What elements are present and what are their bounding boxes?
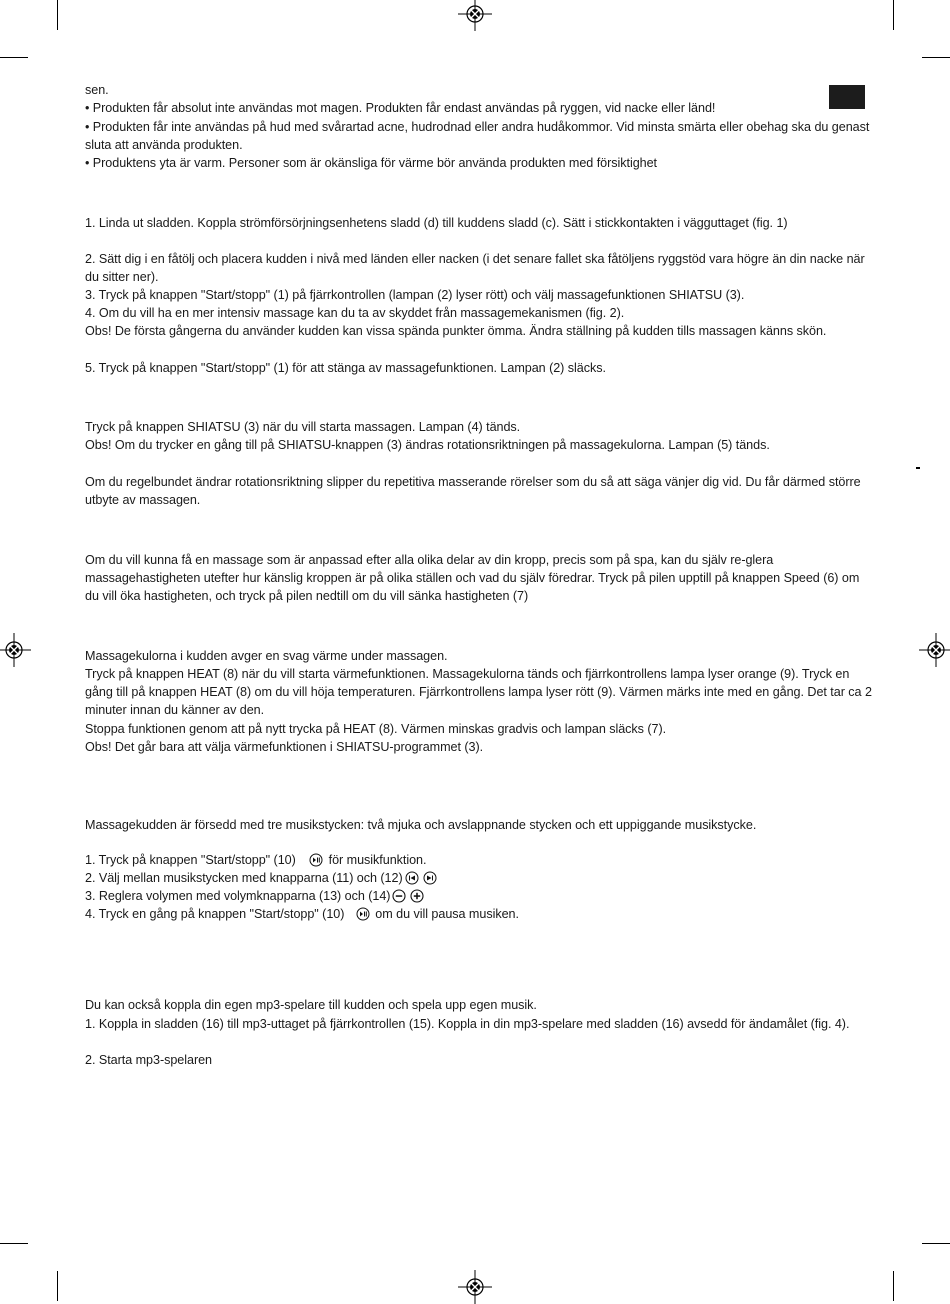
crop-mark bbox=[0, 57, 28, 58]
crop-mark bbox=[893, 1271, 894, 1301]
crop-mark bbox=[0, 1243, 28, 1244]
crop-mark bbox=[922, 57, 950, 58]
usage-step: 4. Om du vill ha en mer intensiv massage kan du ta av skyddet från massagemekanismen (fig. 2). bbox=[85, 306, 625, 320]
music-step-text: om du vill pausa musiken. bbox=[375, 907, 519, 921]
music-step bbox=[85, 905, 875, 923]
music-step bbox=[85, 887, 875, 905]
shiatsu-text: Tryck på knappen SHIATSU (3) när du vill starta massagen. Lampan (4) tänds. bbox=[85, 420, 521, 434]
usage-note: Obs! De första gångerna du använder kudden kan vissa spända punkter ömma. Ändra ställning på kudden tills massagen känns skön. bbox=[85, 324, 827, 338]
registration-mark-icon bbox=[458, 0, 492, 31]
shiatsu-text: Om du regelbundet ändrar rotationsriktning slipper du repetitiva masserande rörelser som du så att säga vänjer dig vid. Du får därmed större utbyte av massagen. bbox=[85, 475, 861, 508]
usage-step: 1. Linda ut sladden. Koppla strömförsörjningsenhetens sladd (d) till kuddens sladd (c). Sätt i stickkontakten i vägguttaget (fig. 1) bbox=[85, 216, 788, 230]
usage-step: 5. Tryck på knappen "Start/stopp" (1) för att stänga av massagefunktionen. Lampan (2) släcks. bbox=[85, 361, 606, 375]
crop-mark bbox=[57, 0, 58, 30]
warning-line: • Produkten får absolut inte användas mot magen. Produkten får endast användas på ryggen, vid nacke eller länd! bbox=[85, 101, 716, 115]
crop-mark bbox=[893, 0, 894, 30]
mp3-step: 1. Koppla in sladden (16) till mp3-uttaget på fjärrkontrollen (15). Koppla in din mp3-spelare med sladden (16) avsedd för ändamålet (fig. 4). bbox=[85, 1017, 850, 1031]
registration-mark-icon bbox=[458, 1270, 492, 1304]
warning-line: • Produkten får inte användas på hud med svårartad acne, hudrodnad eller andra hudåkommor. Vid minsta smärta eller obehag ska du genast sluta att använda produkten. bbox=[85, 120, 870, 153]
heat-text: Massagekulorna i kudden avger en svag värme under massagen. bbox=[85, 649, 448, 663]
mp3-step: 2. Starta mp3-spelaren bbox=[85, 1053, 213, 1067]
usage-step: 2. Sätt dig i en fåtölj och placera kudden i nivå med länden eller nacken (i det senare fallet ska fåtöljens ryggstöd vara högre än din nacke när du sitter ner). bbox=[85, 252, 865, 285]
previous-track-icon bbox=[405, 871, 419, 885]
play-pause-icon bbox=[356, 907, 370, 921]
warning-line: • Produktens yta är varm. Personer som är okänsliga för värme bör använda produkten med försiktighet bbox=[85, 156, 658, 170]
speed-text: Om du vill kunna få en massage som är anpassad efter alla olika delar av din kropp, precis som på spa, kan du själv re-glera massagehastigheten utefter hur känslig kroppen är på olika ställen och vad du själv föredrar. Tryck på pilen upptill på knappen Speed (6) om du vill öka hastigheten, och tryck på pilen nedtill om du vill sänka hastigheten (7) bbox=[85, 553, 860, 604]
volume-up-icon bbox=[410, 889, 424, 903]
play-pause-icon bbox=[309, 853, 323, 867]
registration-mark-icon bbox=[0, 633, 31, 667]
heat-text: Stoppa funktionen genom att på nytt trycka på HEAT (8). Värmen minskas gradvis och lampan släcks (7). bbox=[85, 722, 667, 736]
crop-mark bbox=[922, 1243, 950, 1244]
music-step-text: 2. Välj mellan musikstycken med knapparna (11) och (12) bbox=[85, 871, 403, 885]
warning-line: sen. bbox=[85, 83, 109, 97]
music-step-text: 1. Tryck på knappen "Start/stopp" (10) bbox=[85, 853, 296, 867]
margin-dash bbox=[916, 467, 920, 469]
mp3-text: Du kan också koppla din egen mp3-spelare till kudden och spela upp egen musik. bbox=[85, 998, 537, 1012]
music-step-text: 3. Reglera volymen med volymknapparna (13) och (14) bbox=[85, 889, 391, 903]
heat-text: Tryck på knappen HEAT (8) när du vill starta värmefunktionen. Massagekulorna tänds och fjärrkontrollens lampa lyser orange (9). Tryck en gång till på knappen HEAT (8) om du vill höja temperaturen. Fjärrkontrollens lampa lyser rött (9). Värmen märks inte med en gång. Det tar ca 2 minuter innan du känner av den. bbox=[85, 667, 872, 718]
registration-mark-icon bbox=[919, 633, 950, 667]
volume-down-icon bbox=[392, 889, 406, 903]
music-step-text: för musikfunktion. bbox=[328, 853, 427, 867]
music-step bbox=[85, 869, 875, 887]
shiatsu-note: Obs! Om du trycker en gång till på SHIATSU-knappen (3) ändras rotationsriktningen på massagekulorna. Lampan (5) tänds. bbox=[85, 438, 770, 452]
music-step bbox=[85, 851, 875, 869]
music-intro: Massagekudden är försedd med tre musikstycken: två mjuka och avslappnande stycken och ett uppiggande musikstycke. bbox=[85, 818, 757, 832]
next-track-icon bbox=[423, 871, 437, 885]
music-step-text: 4. Tryck en gång på knappen "Start/stopp" (10) bbox=[85, 907, 345, 921]
usage-step: 3. Tryck på knappen "Start/stopp" (1) på fjärrkontrollen (lampan (2) lyser rött) och välj massagefunktionen SHIATSU (3). bbox=[85, 288, 745, 302]
heat-note: Obs! Det går bara att välja värmefunktionen i SHIATSU-programmet (3). bbox=[85, 740, 484, 754]
crop-mark bbox=[57, 1271, 58, 1301]
